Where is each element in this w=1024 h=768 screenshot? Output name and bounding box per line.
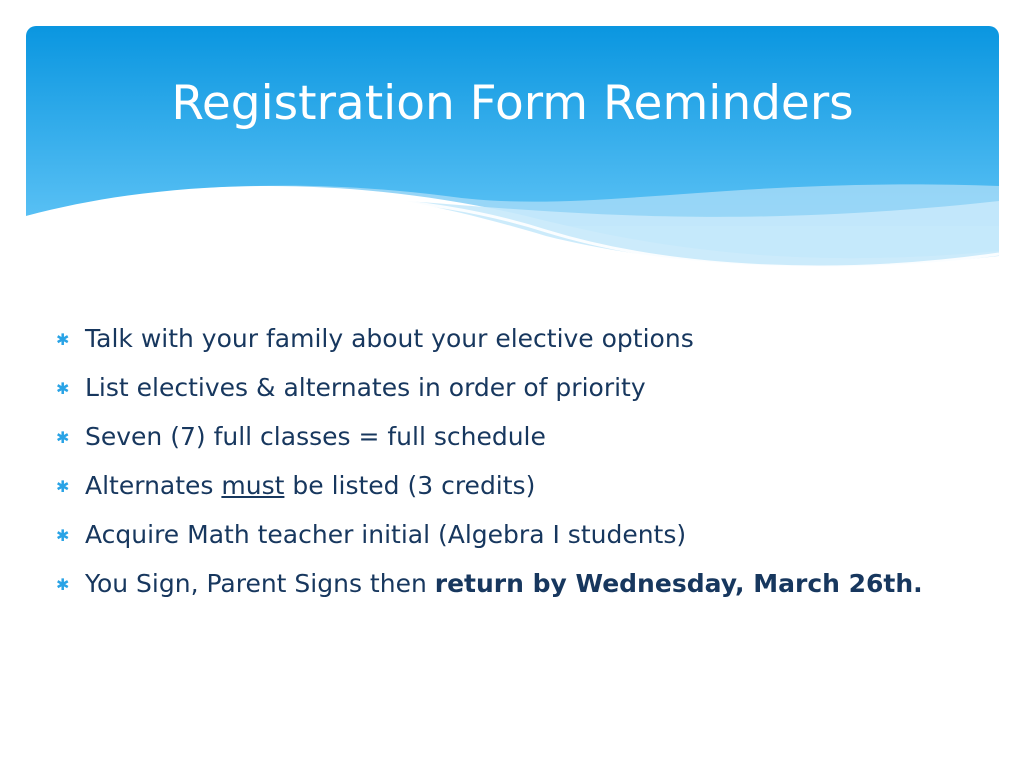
bullet-text: Acquire Math teacher initial (Algebra I students)	[85, 520, 687, 549]
list-item	[56, 567, 936, 601]
wave-background	[26, 26, 999, 286]
bullet-emphasis: must	[221, 471, 285, 500]
bullet-text-before: Alternates	[85, 471, 222, 500]
bullet-text: Seven (7) full classes = full schedule	[85, 422, 546, 451]
asterisk-icon: ✱	[56, 428, 70, 447]
deadline-text: return by Wednesday, March 26th.	[434, 569, 923, 598]
list-item	[56, 420, 936, 454]
title-banner	[26, 26, 999, 286]
asterisk-icon: ✱	[56, 575, 70, 594]
page-title: Registration Form Reminders	[171, 76, 854, 131]
bullet-text-before: You Sign, Parent Signs then	[85, 569, 435, 598]
list-item	[56, 371, 936, 405]
asterisk-icon: ✱	[56, 477, 70, 496]
asterisk-icon: ✱	[56, 526, 70, 545]
list-item	[56, 518, 936, 552]
asterisk-icon: ✱	[56, 379, 70, 398]
asterisk-icon: ✱	[56, 330, 70, 349]
bullet-list	[56, 322, 936, 616]
bullet-text-after: be listed (3 credits)	[284, 471, 536, 500]
bullet-text: Talk with your family about your elective options	[85, 324, 694, 353]
list-item	[56, 322, 936, 356]
bullet-text: List electives & alternates in order of priority	[85, 373, 646, 402]
list-item	[56, 469, 936, 503]
